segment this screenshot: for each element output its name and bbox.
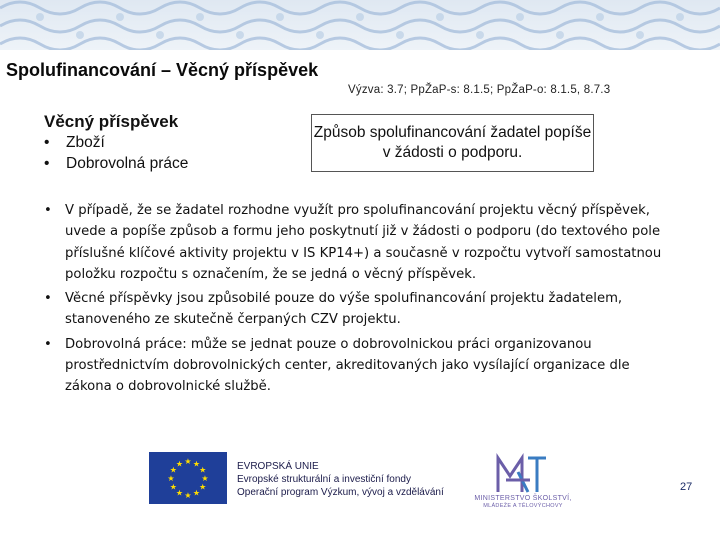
msmt-line2: MLÁDEŽE A TĚLOVÝCHOVY bbox=[483, 503, 563, 509]
svg-text:★: ★ bbox=[199, 482, 207, 492]
left-heading: Věcný příspěvek bbox=[44, 112, 179, 131]
eu-logo-text bbox=[237, 460, 444, 499]
header-banner bbox=[0, 0, 720, 50]
eu-line3: Operační program Výzkum, vývoj a vzdělávání bbox=[237, 487, 444, 498]
bullet-item: • Věcné příspěvky jsou způsobilé pouze do výše spolufinancování projektu žadatelem, stanoveného ze skutečně čerpaných CZV projektu. bbox=[44, 288, 664, 331]
list-item: • Zboží bbox=[44, 132, 188, 153]
banner-pattern bbox=[0, 0, 720, 50]
page-number: 27 bbox=[680, 481, 693, 493]
slide-title: Spolufinancování – Věcný příspěvek bbox=[6, 60, 319, 80]
svg-text:★: ★ bbox=[199, 465, 207, 475]
svg-text:★: ★ bbox=[175, 488, 184, 498]
left-block bbox=[44, 112, 188, 174]
left-list bbox=[44, 132, 188, 174]
svg-text:★: ★ bbox=[169, 482, 177, 492]
eu-line2: Evropské strukturální a investiční fondy bbox=[237, 474, 411, 485]
msmt-line1: MINISTERSTVO ŠKOLSTVÍ, bbox=[474, 495, 572, 502]
svg-text:★: ★ bbox=[175, 459, 184, 469]
body-bullets bbox=[44, 200, 664, 401]
bullet-item: • V případě, že se žadatel rozhodne využít pro spolufinancování projektu věcný příspěvek, uvede a popíše způsob a formu jeho poskytnutí již v žádosti o podporu (do textového pole příslušné klíčové aktivity projektu v IS KP14+) a současně v rozpočtu vytvoří samostatnou položku rozpočtu s označením, že se jedná o věcný příspěvek. bbox=[44, 200, 664, 285]
eu-flag-icon bbox=[149, 452, 227, 504]
svg-text:★: ★ bbox=[192, 459, 201, 469]
svg-text:★: ★ bbox=[167, 474, 175, 483]
callout-text: Způsob spolufinancování žadatel popíše v žádosti o podporu. bbox=[313, 124, 592, 161]
call-reference: Výzva: 3.7; PpŽaP-s: 8.1.5; PpŽaP-o: 8.1.5, 8.7.3 bbox=[348, 84, 611, 96]
svg-text:★: ★ bbox=[192, 488, 201, 498]
list-item: • Dobrovolná práce bbox=[44, 153, 188, 174]
svg-text:★: ★ bbox=[184, 491, 192, 500]
footer-logos bbox=[0, 440, 720, 540]
callout-box bbox=[311, 114, 594, 172]
bullet-item: • Dobrovolná práce: může se jednat pouze o dobrovolnickou práci organizovanou prostřednictvím dobrovolnických center, akreditovaných jako vysílající organizace dle zákona o dobrovolnické službě. bbox=[44, 334, 664, 398]
eu-line1: EVROPSKÁ UNIE bbox=[237, 461, 319, 472]
svg-text:★: ★ bbox=[201, 474, 209, 483]
svg-text:★: ★ bbox=[184, 457, 192, 466]
svg-text:★: ★ bbox=[169, 465, 177, 475]
